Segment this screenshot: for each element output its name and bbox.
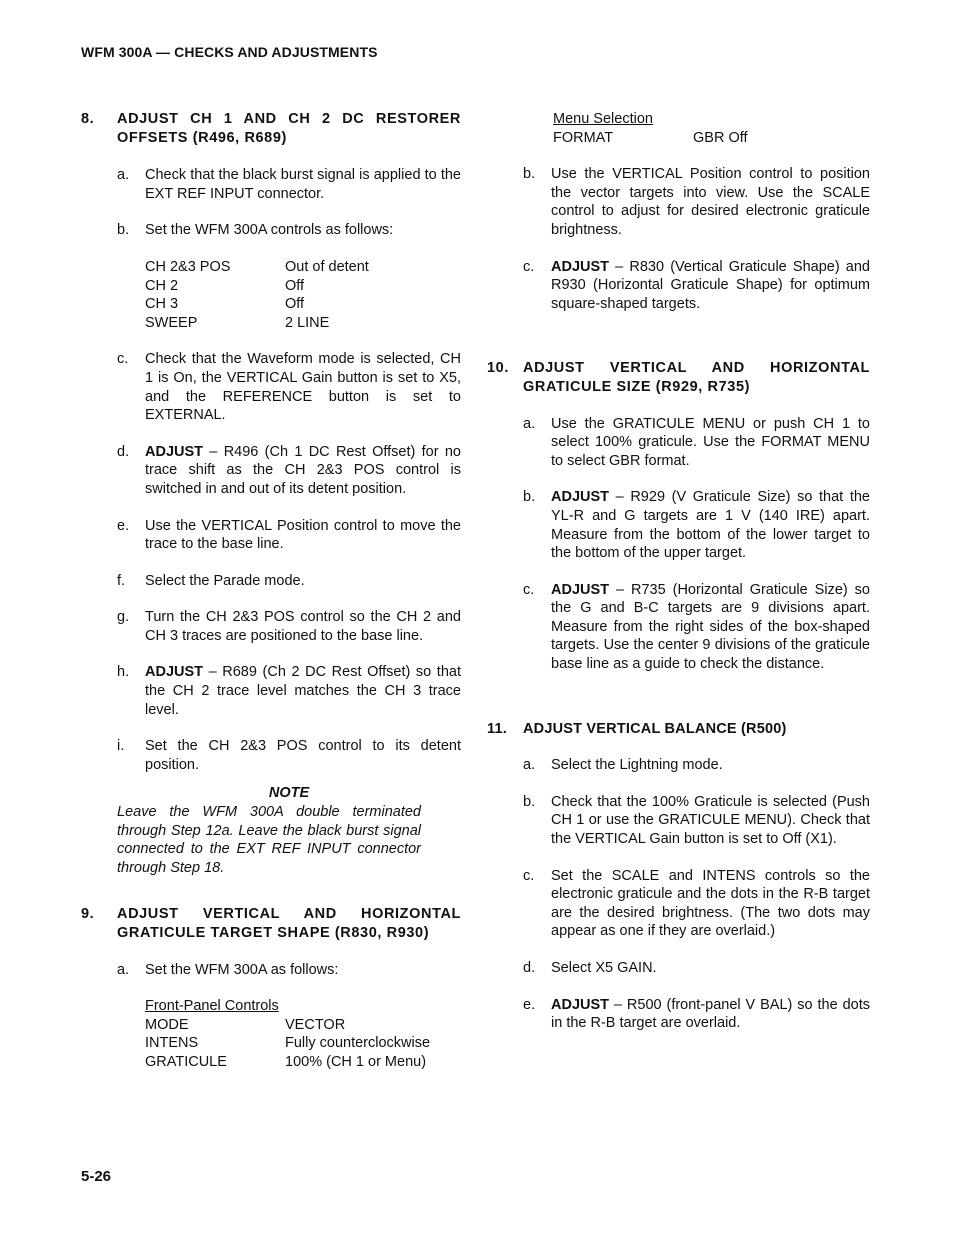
settings-row (145, 1053, 461, 1072)
step-text: – R929 (V Graticule Size) so that the YL-R and G targets are 1 V (140 IRE) apart. Measure from the bottom of the lower target to the bottom of the upper target. (551, 489, 870, 562)
setting-key: CH 2 (145, 277, 179, 294)
setting-key: CH 3 (145, 296, 179, 313)
step-label: c. (523, 581, 535, 598)
menu-selection-table (553, 110, 870, 147)
step-label: b. (523, 166, 536, 183)
step-label: d. (117, 443, 130, 460)
step-8f (117, 572, 461, 591)
setting-value: 2 LINE (285, 314, 330, 331)
section-10-heading (487, 359, 870, 396)
section-title-line2: OFFSETS (R496, R689) (117, 129, 287, 146)
step-label: c. (117, 351, 129, 368)
section-number: 11. (487, 720, 507, 737)
step-9a (117, 961, 461, 980)
setting-key: CH 2&3 POS (145, 258, 231, 275)
step-text: Set the WFM 300A controls as follows: (145, 222, 394, 239)
settings-table-9a (145, 997, 461, 1071)
step-text: Use the VERTICAL Position control to position the vector targets into view. Use the SCALE control to adjust for desired electronic graticule brightness. (551, 166, 870, 238)
section-11-heading (487, 720, 870, 739)
step-11a (523, 756, 870, 775)
settings-caption: Front-Panel Controls (145, 998, 279, 1015)
step-10c (523, 581, 870, 674)
step-text: – R689 (Ch 2 DC Rest Offset) so that the CH 2 trace level matches the CH 3 trace level. (145, 664, 461, 718)
setting-value: Off (285, 277, 305, 294)
step-8b (117, 221, 461, 240)
settings-row (553, 129, 870, 148)
step-text: Check that the black burst signal is applied to the EXT REF INPUT connector. (145, 167, 461, 202)
section-title-line1: ADJUST VERTICAL BALANCE (R500) (523, 720, 787, 737)
setting-key: GRATICULE (145, 1053, 227, 1070)
step-text: Set the SCALE and INTENS controls so the electronic graticule and the dots in the R-B target are the desired brightness. (The two dots may appear as one if they are overlaid.) (551, 867, 870, 940)
adjust-keyword: ADJUST (551, 489, 610, 506)
section-number: 8. (81, 111, 95, 127)
setting-key: INTENS (145, 1035, 199, 1052)
step-label: c. (523, 258, 535, 275)
section-title-line2: GRATICULE SIZE (R929, R735) (523, 378, 751, 395)
step-text: Select the Parade mode. (145, 572, 305, 589)
section-number: 9. (81, 906, 95, 923)
step-label: a. (523, 757, 536, 774)
step-text: Use the GRATICULE MENU or push CH 1 to select 100% graticule. Use the FORMAT MENU to select GBR format. (551, 415, 870, 469)
setting-key: FORMAT (553, 129, 614, 146)
step-label: g. (117, 609, 130, 626)
settings-caption: Menu Selection (553, 111, 653, 127)
right-column (487, 110, 870, 1033)
page-number: 5-26 (81, 1168, 112, 1185)
step-label: b. (523, 793, 536, 810)
step-text: Turn the CH 2&3 POS control so the CH 2 and CH 3 traces are positioned to the base line. (145, 609, 461, 644)
note-text: Leave the WFM 300A double terminated through Step 12a. Leave the black burst signal connected to the EXT REF INPUT connector through Step 18. (117, 804, 421, 876)
adjust-keyword: ADJUST (551, 996, 610, 1013)
step-8e (117, 517, 461, 554)
settings-row (145, 1016, 461, 1035)
step-label: a. (117, 167, 130, 184)
step-8g (117, 608, 461, 645)
setting-value: Fully counterclockwise (285, 1035, 431, 1052)
step-8c (117, 350, 461, 424)
settings-row (145, 277, 461, 296)
settings-row (145, 295, 461, 314)
step-text: – R500 (front-panel V BAL) so the dots in the R-B target are overlaid. (551, 996, 870, 1032)
step-text: Select the Lightning mode. (551, 757, 723, 774)
step-8h (117, 663, 461, 719)
step-label: f. (117, 572, 126, 589)
step-10b (523, 488, 870, 562)
setting-value: Out of detent (285, 258, 369, 275)
step-text: – R735 (Horizontal Graticule Size) so the G and B-C targets are 9 divisions apart. Measure from the right sides of the box-shaped targets. Use the center 9 divisions of the graticule base line as a guide to check the distance. (551, 581, 870, 673)
step-label: d. (523, 960, 536, 976)
settings-row (145, 1034, 461, 1053)
step-text: Set the WFM 300A as follows: (145, 961, 339, 978)
step-11d (523, 959, 870, 978)
step-text: Check that the 100% Graticule is selected (Push CH 1 or use the GRATICULE MENU). Check that the VERTICAL Gain button is set to Off (X1). (551, 793, 870, 848)
step-text: – R830 (Vertical Graticule Shape) and R930 (Horizontal Graticule Shape) for optimum square-shaped targets. (551, 258, 870, 312)
step-label: a. (523, 415, 536, 432)
settings-row (145, 314, 461, 333)
section-title-line1: ADJUST VERTICAL AND HORIZONTAL (117, 906, 461, 923)
settings-row (145, 258, 461, 277)
step-11e (523, 996, 870, 1033)
section-8-heading (81, 110, 461, 147)
step-label: i. (117, 738, 125, 755)
setting-key: SWEEP (145, 314, 198, 331)
step-9c (523, 258, 870, 314)
section-title-line1: ADJUST VERTICAL AND HORIZONTAL (523, 360, 870, 377)
step-11c (523, 867, 870, 941)
section-title-line1: ADJUST CH 1 AND CH 2 DC RESTORER (117, 111, 461, 127)
setting-value: GBR Off (693, 129, 748, 146)
section-title-line2: GRATICULE TARGET SHAPE (R830, R930) (117, 925, 430, 941)
step-text: Check that the Waveform mode is selected, CH 1 is On, the VERTICAL Gain button is set to X5, and the REFERENCE button is set to EXTERNAL. (145, 351, 461, 424)
step-label: e. (523, 996, 536, 1013)
step-9b (523, 165, 870, 239)
adjust-keyword: ADJUST (145, 443, 204, 460)
adjust-keyword: ADJUST (551, 581, 610, 598)
step-11b (523, 793, 870, 849)
section-9-heading (81, 905, 461, 942)
step-text: Set the CH 2&3 POS control to its detent position. (145, 738, 461, 773)
step-8a (117, 166, 461, 203)
step-label: h. (117, 664, 130, 681)
step-label: a. (117, 961, 130, 978)
setting-value: Off (285, 296, 305, 313)
settings-table-8b (145, 258, 461, 332)
setting-key: MODE (145, 1016, 189, 1033)
step-label: c. (523, 867, 535, 884)
step-text: – R496 (Ch 1 DC Rest Offset) for no trace shift as the CH 2&3 POS control is switched in and out of its detent position. (145, 443, 461, 497)
note-title: NOTE (268, 785, 310, 802)
setting-value: 100% (CH 1 or Menu) (285, 1053, 427, 1070)
setting-value: VECTOR (285, 1016, 346, 1033)
step-text: Select X5 GAIN. (551, 960, 657, 976)
page-header: WFM 300A — CHECKS AND ADJUSTMENTS (81, 44, 378, 60)
step-label: b. (117, 222, 130, 239)
adjust-keyword: ADJUST (145, 664, 204, 681)
step-text: Use the VERTICAL Position control to move the trace to the base line. (145, 517, 461, 553)
step-label: b. (523, 489, 536, 506)
step-10a (523, 415, 870, 471)
section-number: 10. (487, 360, 509, 377)
adjust-keyword: ADJUST (551, 258, 610, 275)
step-8d (117, 443, 461, 499)
step-8i (117, 737, 461, 774)
step-label: e. (117, 517, 130, 534)
left-column (81, 110, 461, 1072)
